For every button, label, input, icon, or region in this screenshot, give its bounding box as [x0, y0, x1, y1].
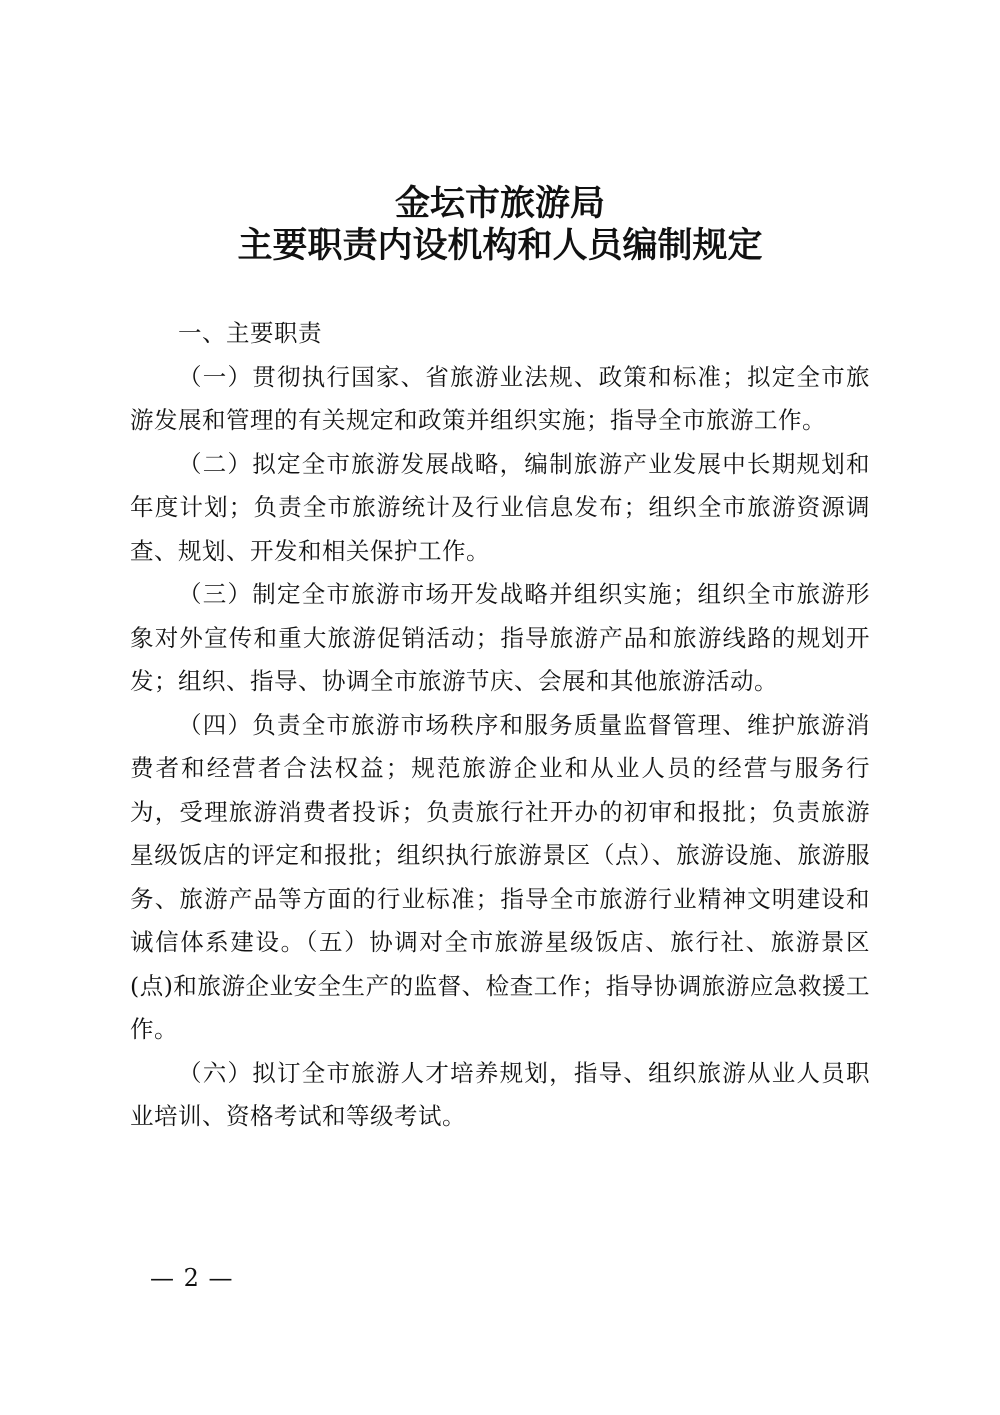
document-title-line-1: 金坛市旅游局 — [394, 184, 605, 224]
document-title-line-2: 主要职责内设机构和人员编制规定 — [237, 226, 763, 266]
document-body — [130, 312, 870, 1139]
page-number: — 2 — — [150, 1264, 234, 1292]
paragraph-2: （二）拟定全市旅游发展战略，编制旅游产业发展中长期规划和年度计划；负责全市旅游统计及行业信息发布；组织全市旅游资源调查、规划、开发和相关保护工作。 — [130, 449, 870, 565]
paragraph-3: （三）制定全市旅游市场开发战略并组织实施；组织全市旅游形象对外宣传和重大旅游促销活动；指导旅游产品和旅游线路的规划开发；组织、指导、协调全市旅游节庆、会展和其他旅游活动。 — [130, 580, 870, 695]
paragraph-1: （一）贯彻执行国家、省旅游业法规、政策和标准；拟定全市旅游发展和管理的有关规定和政策并组织实施；指导全市旅游工作。 — [130, 362, 870, 434]
section-heading: 一、主要职责 — [178, 319, 322, 347]
paragraph-4: （四）负责全市旅游市场秩序和服务质量监督管理、维护旅游消费者和经营者合法权益；规范旅游企业和从业人员的经营与服务行为，受理旅游消费者投诉；负责旅行社开办的初审和报批；负责旅游星级饭店的评定和报批；组织执行旅游景区（点）、旅游设施、旅游服务、旅游产品等方面的行业标准；指导全市旅游行业精神文明建设和诚信体系建设。（五）协调对全市旅游星级饭店、旅行社、旅游景区(点)和旅游企业安全生产的监督、检查工作；指导协调旅游应急救援工作。 — [130, 710, 870, 1043]
paragraph-5: （六）拟订全市旅游人才培养规划，指导、组织旅游从业人员职业培训、资格考试和等级考试。 — [130, 1058, 870, 1130]
